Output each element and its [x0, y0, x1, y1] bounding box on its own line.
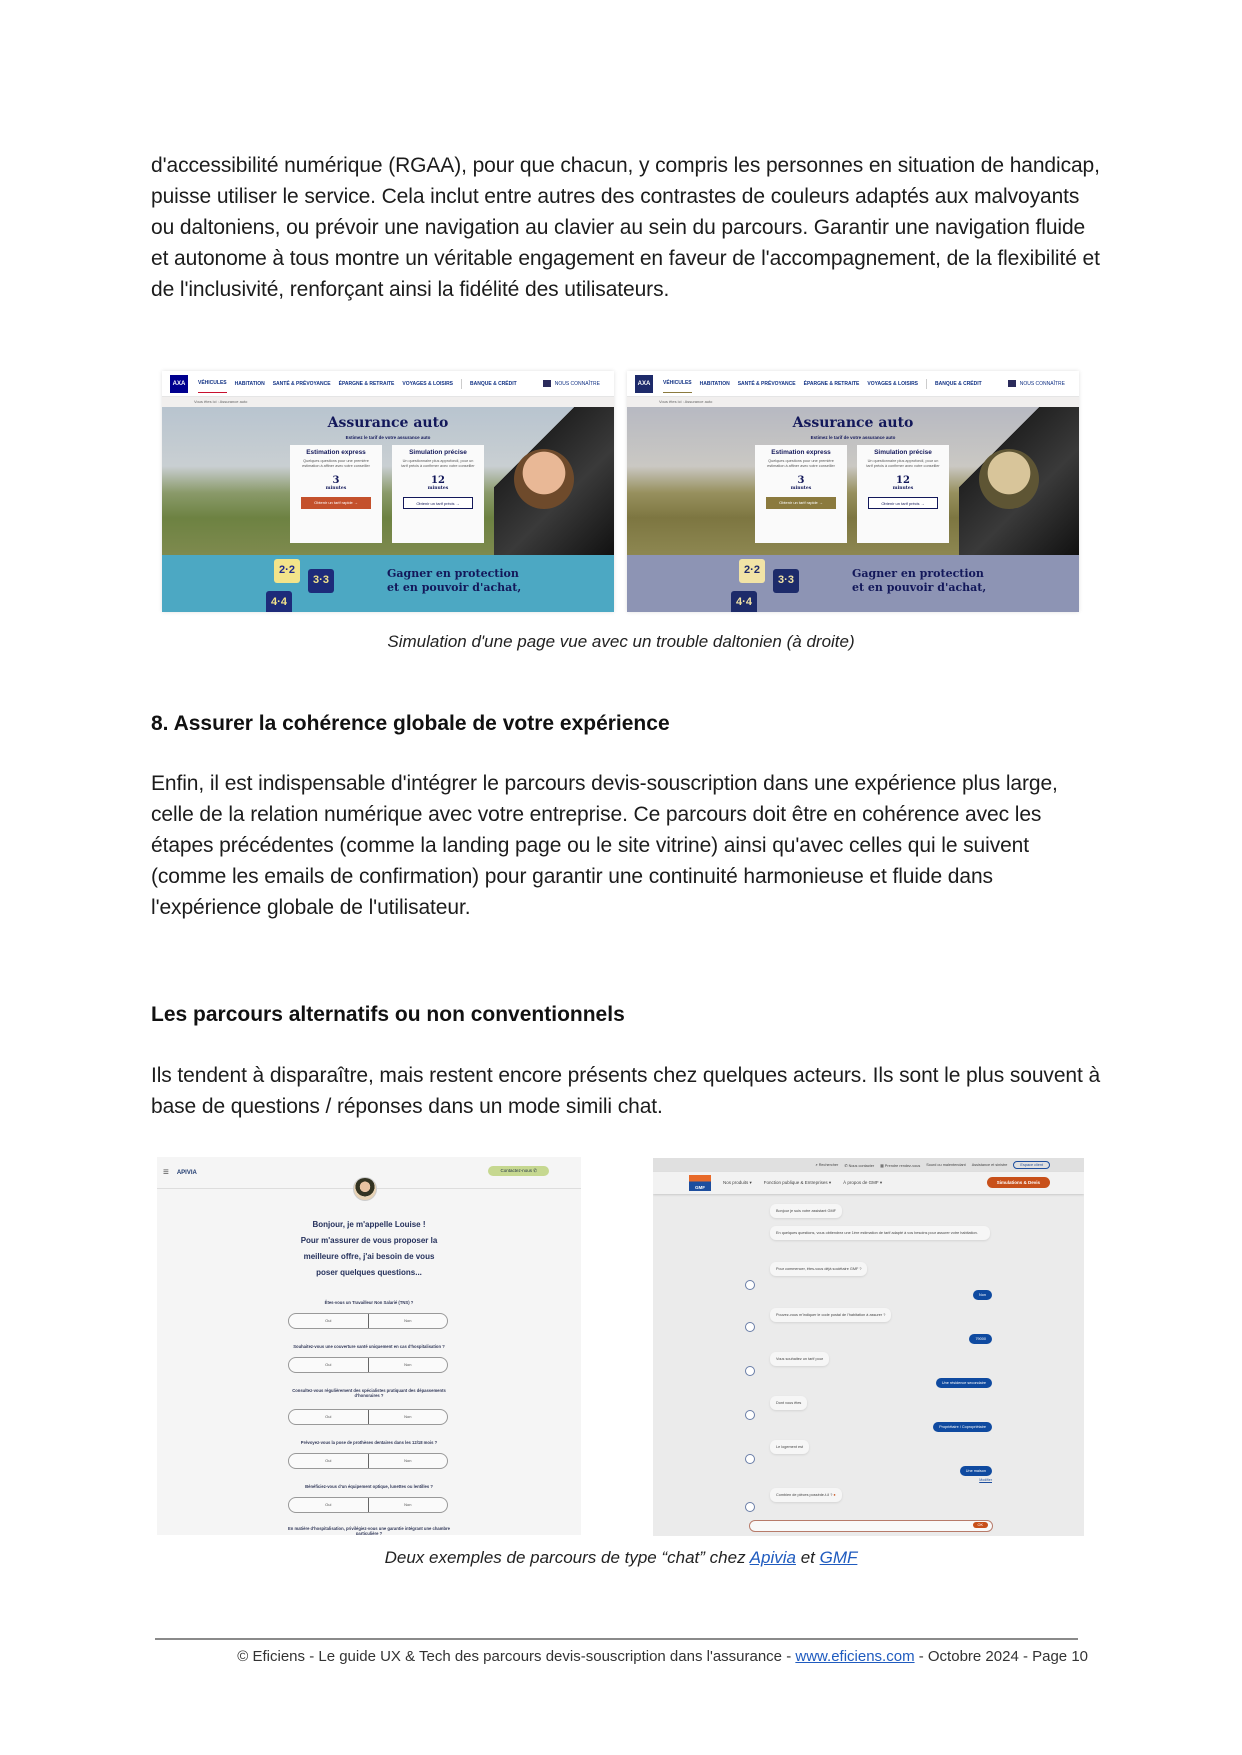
nav-item: VOYAGES & LOISIRS — [867, 380, 919, 387]
section8-paragraph: Enfin, il est indispensable d'intégrer le parcours devis-souscription dans une expérience plus large, celle de la relation numérique avec votre entreprise. Ce parcours doit être en cohérence avec les étapes précédentes (comme la landing page ou le site vitrine) ainsi qu'avec celles qui le suivent (comme les emails de confirmation) pour garantir une continuité harmonieuse et fluide dans l'expérience globale de l'utilisateur. — [151, 772, 1058, 919]
eficiens-link[interactable]: www.eficiens.com — [795, 1648, 915, 1665]
user-message: Une maison — [960, 1466, 992, 1476]
menu-icon: ≡ — [163, 1167, 169, 1178]
apivia-link[interactable]: Apivia — [749, 1548, 796, 1567]
card-unit: minutes — [790, 486, 812, 491]
bot-message: Pour commencer, êtes-vous déjà sociétaire GMF ? — [770, 1262, 867, 1276]
card-unit: minutes — [325, 486, 347, 491]
intro-line: Pour m'assurer de vous proposer la — [300, 1236, 438, 1245]
bot-avatar-icon — [745, 1280, 755, 1290]
contact-button: Contactez-nous ✆ — [488, 1166, 549, 1176]
axa-screenshot-normal — [162, 371, 614, 612]
espace-client-button: Espace client — [1013, 1161, 1050, 1169]
card-title: Estimation express — [771, 449, 831, 456]
precise-quote-button: Obtenir un tarif précis → — [403, 497, 473, 509]
gmf-nav — [653, 1172, 1084, 1194]
nav-right — [1008, 380, 1065, 387]
modify-link: Modifier — [979, 1478, 992, 1482]
band-line: Gagner en protection — [852, 567, 984, 580]
band-line: et en pouvoir d'achat, — [852, 581, 987, 594]
menu-item: À propos de GMF ▾ — [843, 1180, 883, 1185]
tile: 3·3 — [773, 569, 799, 593]
user-message: Non — [973, 1290, 992, 1300]
nav-item: BANQUE & CRÉDIT — [935, 380, 982, 387]
bot-avatar-icon — [745, 1502, 755, 1512]
nav-divider — [926, 379, 927, 389]
info-icon: ● — [833, 1493, 836, 1497]
nav-divider — [461, 379, 462, 389]
card-unit: minutes — [892, 486, 914, 491]
figure2-caption — [0, 1548, 1242, 1568]
quick-quote-button: Obtenir un tarif rapide → — [301, 497, 371, 509]
yes-option: Oui — [289, 1454, 369, 1468]
assistance-link: Assistance et sinistre — [971, 1163, 1008, 1167]
yes-option: Oui — [289, 1410, 369, 1424]
figure1-caption: Simulation d'une page vue avec un trouble daltonien (à droite) — [387, 632, 855, 651]
band-text — [387, 567, 521, 595]
question: Bénéficiez-vous d'un équipement optique, lunettes ou lentilles ? — [305, 1484, 433, 1489]
intro-line: Bonjour, je m'appelle Louise ! — [312, 1220, 426, 1229]
no-option: Non — [404, 1458, 412, 1463]
card-number: 12 — [896, 475, 910, 486]
bot-message: Combien de pièces possède-t-il ? ● — [770, 1488, 842, 1502]
search-link: ⌕ Rechercher — [815, 1163, 839, 1167]
band-line: et en pouvoir d'achat, — [387, 581, 522, 594]
card-express — [755, 445, 847, 543]
caption-text: Deux exemples de parcours de type “chat” chez — [384, 1548, 750, 1567]
card-title: Simulation précise — [874, 449, 932, 456]
tile: 4·4 — [731, 591, 757, 612]
band-line: Gagner en protection — [387, 567, 519, 580]
nav-item: BANQUE & CRÉDIT — [470, 380, 517, 387]
user-message: 79000 — [969, 1334, 992, 1344]
axa-nav — [627, 371, 1079, 397]
axa-logo: AXA — [635, 375, 653, 393]
bot-message: Bonjour je suis votre assistant GMF — [770, 1204, 842, 1218]
bot-message: Le logement est — [770, 1440, 809, 1454]
people-icon — [1008, 380, 1016, 387]
assistant-avatar — [353, 1177, 377, 1201]
axa-screenshot-colorblind — [627, 371, 1079, 612]
card-desc: Un questionnaire plus approfondi, pour un tarif précis à confirmer avec votre conseiller — [401, 459, 475, 468]
bot-message: Pouvez-vous m'indiquer le code postal de l'habitation à assurer ? — [770, 1308, 891, 1322]
yes-option: Oui — [289, 1358, 369, 1372]
nav-item: ÉPARGNE & RETRAITE — [338, 380, 395, 387]
yes-no-toggle — [288, 1313, 448, 1329]
ok-button: OK — [973, 1522, 989, 1528]
gmf-link[interactable]: GMF — [819, 1548, 858, 1567]
menu-item: Nos produits ▾ — [723, 1180, 752, 1185]
card-title: Simulation précise — [409, 449, 467, 456]
question: Êtes-vous un Travailleur Non Salarié (TNS) ? — [324, 1300, 414, 1305]
card-express — [290, 445, 382, 543]
nav-item: VÉHICULES — [663, 380, 692, 393]
gmf-logo: GMF — [689, 1175, 711, 1191]
apivia-screenshot — [157, 1157, 581, 1535]
nav-item: HABITATION — [699, 380, 730, 387]
axa-nav — [162, 371, 614, 397]
girl-photo — [979, 449, 1039, 509]
nav-item: ÉPARGNE & RETRAITE — [803, 380, 860, 387]
no-option: Non — [404, 1502, 412, 1507]
alt-section-heading: Les parcours alternatifs ou non conventionnels — [151, 1003, 625, 1026]
question: Prévoyez-vous la pose de prothèses dentaires dans les 12/18 mois ? — [300, 1440, 438, 1445]
menu-item: Fonction publique & Entreprises ▾ — [763, 1180, 832, 1185]
section8-heading: 8. Assurer la cohérence globale de votre expérience — [151, 712, 670, 735]
hero-subtitle: Estimez le tarif de votre assurance auto — [810, 435, 896, 440]
hero-title: Assurance auto — [327, 415, 449, 431]
promo-band — [627, 555, 1079, 612]
nav-item: VOYAGES & LOISIRS — [402, 380, 454, 387]
intro-line: poser quelques questions... — [316, 1268, 422, 1277]
nav-item: VÉHICULES — [198, 380, 227, 393]
tile: 2·2 — [739, 559, 765, 583]
promo-band — [162, 555, 614, 612]
nav-item: SANTÉ & PRÉVOYANCE — [737, 380, 796, 387]
hero — [627, 407, 1079, 555]
simulations-button: Simulations & Devis — [987, 1177, 1050, 1188]
intro-line: meilleure offre, j'ai besoin de vous — [303, 1252, 435, 1261]
card-title: Estimation express — [306, 449, 366, 456]
hero-title: Assurance auto — [792, 415, 914, 431]
people-icon — [543, 380, 551, 387]
card-desc: Un questionnaire plus approfondi, pour un tarif précis à confirmer avec votre conseiller — [866, 459, 940, 468]
yes-no-toggle — [288, 1453, 448, 1469]
yes-no-toggle — [288, 1357, 448, 1373]
yes-no-toggle — [288, 1497, 448, 1513]
apivia-logo: APIVIA — [176, 1169, 197, 1176]
hero-subtitle: Estimez le tarif de votre assurance auto — [345, 435, 431, 440]
nav-right-label: NOUS CONNAÎTRE — [554, 380, 600, 387]
yes-no-toggle — [288, 1409, 448, 1425]
user-message: Propriétaire / Copropriétaire — [933, 1422, 992, 1432]
girl-photo — [514, 449, 574, 509]
deaf-link: Sourd ou malentendant — [926, 1163, 966, 1167]
caption-text: et — [795, 1548, 820, 1567]
appointment-link: ▦ Prendre rendez-vous — [880, 1163, 921, 1168]
footer — [237, 1648, 1088, 1665]
footer-divider — [155, 1638, 1078, 1640]
yes-option: Oui — [289, 1314, 369, 1328]
card-unit: minutes — [427, 486, 449, 491]
nav-item: HABITATION — [234, 380, 265, 387]
no-option: Non — [404, 1362, 412, 1367]
question: Souhaitez-vous une couverture santé uniquement en cas d'hospitalisation ? — [293, 1344, 445, 1349]
bot-message: En quelques questions, vous obtiendrez une 1ère estimation de tarif adapté à vos besoins pour assurer votre habitation. — [770, 1226, 990, 1240]
bot-avatar-icon — [745, 1454, 755, 1464]
breadcrumb: Vous êtes ici : Assurance auto — [627, 397, 1079, 407]
hero — [162, 407, 614, 555]
footer-text: © Eficiens - Le guide UX & Tech des parcours devis-souscription dans l'assurance - — [237, 1648, 796, 1665]
bot-avatar-icon — [745, 1366, 755, 1376]
intro-paragraph: d'accessibilité numérique (RGAA), pour que chacun, y compris les personnes en situation de handicap, puisse utiliser le service. Cela inclut entre autres des contrastes de couleurs adaptés aux malvoyants ou daltoniens, ou prévoir une navigation au clavier au sein du parcours. Garantir une navigation fluide et autonome à tous montre un véritable engagement en faveur de l'accompagnement, de la flexibilité et de l'inclusivité, renforçant ainsi la fidélité des utilisateurs. — [151, 154, 1100, 301]
chat-input — [749, 1520, 993, 1532]
bot-avatar-icon — [745, 1410, 755, 1420]
card-precise — [392, 445, 484, 543]
card-number: 12 — [431, 475, 445, 486]
footer-page: - Octobre 2024 - Page 10 — [914, 1648, 1088, 1665]
question: Consultez-vous régulièrement des spécialistes pratiquant des dépassements d'honoraires ? — [292, 1388, 446, 1398]
gmf-screenshot — [653, 1158, 1084, 1536]
gmf-topbar — [653, 1158, 1084, 1172]
card-number: 3 — [332, 475, 340, 486]
card-number: 3 — [797, 475, 805, 486]
alt-section-paragraph: Ils tendent à disparaître, mais restent encore présents chez quelques acteurs. Ils sont le plus souvent à base de questions / réponses dans un mode simili chat. — [151, 1064, 1101, 1118]
no-option: Non — [404, 1414, 412, 1419]
nav-right-label: NOUS CONNAÎTRE — [1019, 380, 1065, 387]
contact-link: ✆ Nous contacter — [844, 1163, 875, 1168]
quick-quote-button: Obtenir un tarif rapide → — [766, 497, 836, 509]
tile: 2·2 — [274, 559, 300, 583]
card-desc: Quelques questions pour une première estimation à affiner avec votre conseiller — [302, 459, 370, 468]
nav-right — [543, 380, 600, 387]
yes-option: Oui — [289, 1498, 369, 1512]
bot-message: Dont vous êtes — [770, 1396, 807, 1410]
bot-message: Vous souhaitez un tarif pour — [770, 1352, 829, 1366]
user-message: Une résidence secondaire — [936, 1378, 992, 1388]
bot-avatar-icon — [745, 1322, 755, 1332]
axa-logo: AXA — [170, 375, 188, 393]
question: En matière d'hospitalisation, privilégiez-vous une garantie intégrant une chambre particulière ? — [287, 1526, 451, 1535]
card-precise — [857, 445, 949, 543]
nav-item: SANTÉ & PRÉVOYANCE — [272, 380, 331, 387]
breadcrumb: Vous êtes ici : Assurance auto — [162, 397, 614, 407]
assistant-intro — [157, 1217, 581, 1281]
tile: 3·3 — [308, 569, 334, 593]
precise-quote-button: Obtenir un tarif précis → — [868, 497, 938, 509]
no-option: Non — [404, 1318, 412, 1323]
card-desc: Quelques questions pour une première estimation à affiner avec votre conseiller — [767, 459, 835, 468]
band-text — [852, 567, 986, 595]
tile: 4·4 — [266, 591, 292, 612]
